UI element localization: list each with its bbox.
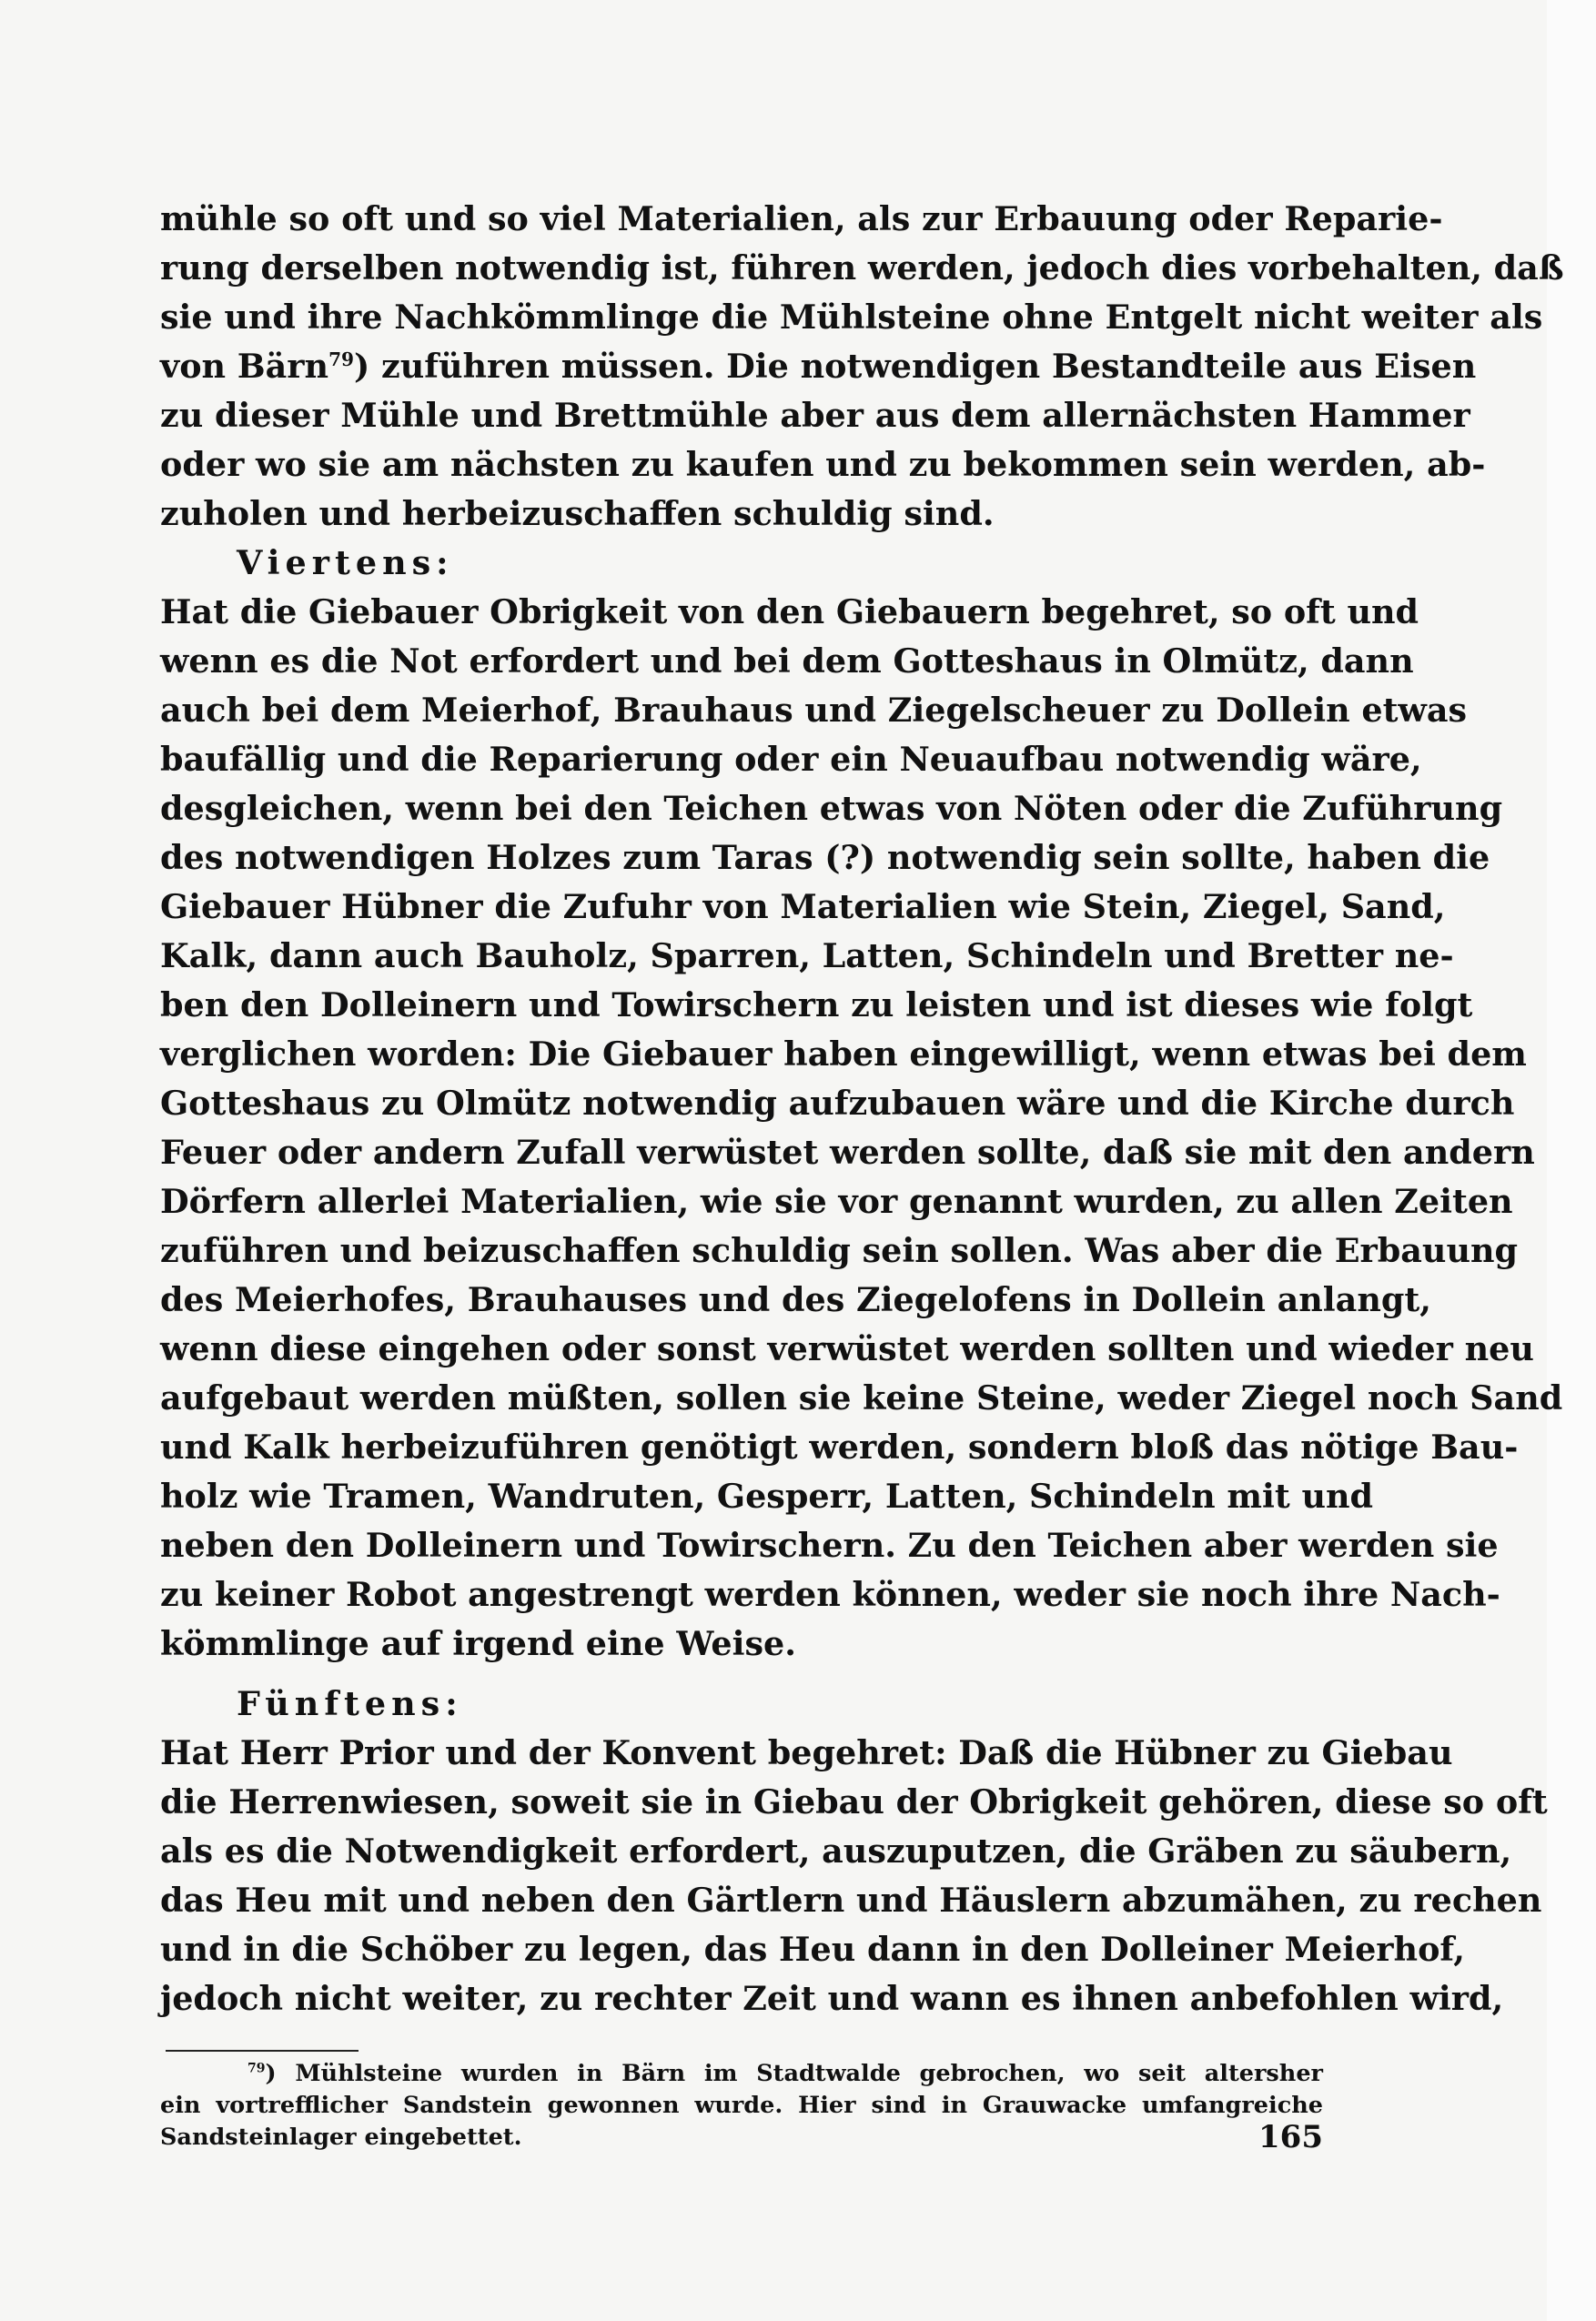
- text-line: aufgebaut werden müßten, sollen sie keine Steine, weder Ziegel noch Sand: [160, 1378, 1563, 1418]
- section-heading-viertens: Viertens:: [237, 543, 454, 582]
- page-number: 165: [1258, 2119, 1323, 2155]
- text-span: von Bärn: [160, 347, 329, 386]
- footnote-line: [160, 2058, 1323, 2090]
- text-line: des notwendigen Holzes zum Taras (?) notwendig sein sollte, haben die: [160, 838, 1490, 877]
- text-line: des Meierhofes, Brauhauses und des Ziegelofens in Dollein anlangt,: [160, 1280, 1431, 1319]
- text-line: zu keiner Robot angestrengt werden können, weder sie noch ihre Nach-: [160, 1575, 1500, 1614]
- footnote-reference: 79: [328, 348, 354, 370]
- text-line: das Heu mit und neben den Gärtlern und Häuslern abzumähen, zu rechen: [160, 1881, 1542, 1920]
- text-line: zu dieser Mühle und Brettmühle aber aus dem allernächsten Hammer: [160, 396, 1470, 435]
- text-line: zuholen und herbeizuschaffen schuldig sind.: [160, 494, 995, 533]
- text-line: wenn diese eingehen oder sonst verwüstet werden sollten und wieder neu: [160, 1329, 1534, 1368]
- text-line: wenn es die Not erfordert und bei dem Gotteshaus in Olmütz, dann: [160, 641, 1414, 681]
- text-line: rung derselben notwendig ist, führen werden, jedoch dies vorbehalten, daß: [160, 248, 1564, 288]
- footnote-marker: 79: [247, 2061, 266, 2076]
- text-line: Kalk, dann auch Bauholz, Sparren, Latten, Schindeln und Bretter ne-: [160, 936, 1454, 975]
- text-line: Dörfern allerlei Materialien, wie sie vor genannt wurden, zu allen Zeiten: [160, 1182, 1513, 1221]
- section-heading-fuenftens: Fünftens:: [237, 1684, 463, 1723]
- text-line: kömmlinge auf irgend eine Weise.: [160, 1624, 796, 1663]
- text-line: ben den Dolleinern und Towirschern zu leisten und ist dieses wie folgt: [160, 985, 1473, 1024]
- text-line: zuführen und beizuschaffen schuldig sein sollen. Was aber die Erbauung: [160, 1231, 1519, 1270]
- text-line: Giebauer Hübner die Zufuhr von Materialien wie Stein, Ziegel, Sand,: [160, 887, 1446, 926]
- text-line: baufällig und die Reparierung oder ein Neuaufbau notwendig wäre,: [160, 740, 1422, 779]
- text-line: Gotteshaus zu Olmütz notwendig aufzubauen wäre und die Kirche durch: [160, 1084, 1515, 1123]
- text-line-with-footnote-ref: [160, 342, 1477, 391]
- text-span: ) zuführen müssen. Die notwendigen Bestandteile aus Eisen: [354, 347, 1477, 386]
- text-line: Hat die Giebauer Obrigkeit von den Giebauern begehret, so oft und: [160, 592, 1419, 631]
- footnote-line: ein vortrefflicher Sandstein gewonnen wurde. Hier sind in Grauwacke umfangreiche: [160, 2092, 1323, 2119]
- paragraph-gap: [160, 1669, 1323, 1680]
- text-line: sie und ihre Nachkömmlinge die Mühlsteine ohne Entgelt nicht weiter als: [160, 298, 1543, 337]
- text-line: holz wie Tramen, Wandruten, Gesperr, Latten, Schindeln mit und: [160, 1477, 1374, 1516]
- text-line: Hat Herr Prior und der Konvent begehret: Daß die Hübner zu Giebau: [160, 1733, 1453, 1772]
- footnote-divider: [166, 2050, 359, 2052]
- text-line: auch bei dem Meierhof, Brauhaus und Ziegelscheuer zu Dollein etwas: [160, 691, 1468, 730]
- text-line: als es die Notwendigkeit erfordert, auszuputzen, die Gräben zu säubern,: [160, 1832, 1512, 1871]
- text-line: die Herrenwiesen, soweit sie in Giebau der Obrigkeit gehören, diese so oft: [160, 1782, 1548, 1821]
- text-line: oder wo sie am nächsten zu kaufen und zu bekommen sein werden, ab-: [160, 445, 1486, 484]
- text-line: Feuer oder andern Zufall verwüstet werden sollte, daß sie mit den andern: [160, 1133, 1535, 1172]
- text-line: und Kalk herbeizuführen genötigt werden, sondern bloß das nötige Bau-: [160, 1428, 1519, 1467]
- footnote-line: Sandsteinlager eingebettet.: [160, 2124, 522, 2151]
- text-line: mühle so oft und so viel Materialien, als zur Erbauung oder Reparie-: [160, 199, 1443, 238]
- footnote: [160, 2058, 1323, 2154]
- text-line: und in die Schöber zu legen, das Heu dann in den Dolleiner Meierhof,: [160, 1930, 1466, 1969]
- footnote-text: ) Mühlsteine wurden in Bärn im Stadtwalde gebrochen, wo seit altersher: [265, 2060, 1323, 2087]
- text-line: desgleichen, wenn bei den Teichen etwas von Nöten oder die Zuführung: [160, 789, 1503, 828]
- text-line: jedoch nicht weiter, zu rechter Zeit und wann es ihnen anbefohlen wird,: [160, 1979, 1504, 2018]
- text-line: neben den Dolleinern und Towirschern. Zu den Teichen aber werden sie: [160, 1526, 1499, 1565]
- body-text: [160, 195, 1564, 2023]
- text-line: verglichen worden: Die Giebauer haben eingewilligt, wenn etwas bei dem: [160, 1034, 1527, 1074]
